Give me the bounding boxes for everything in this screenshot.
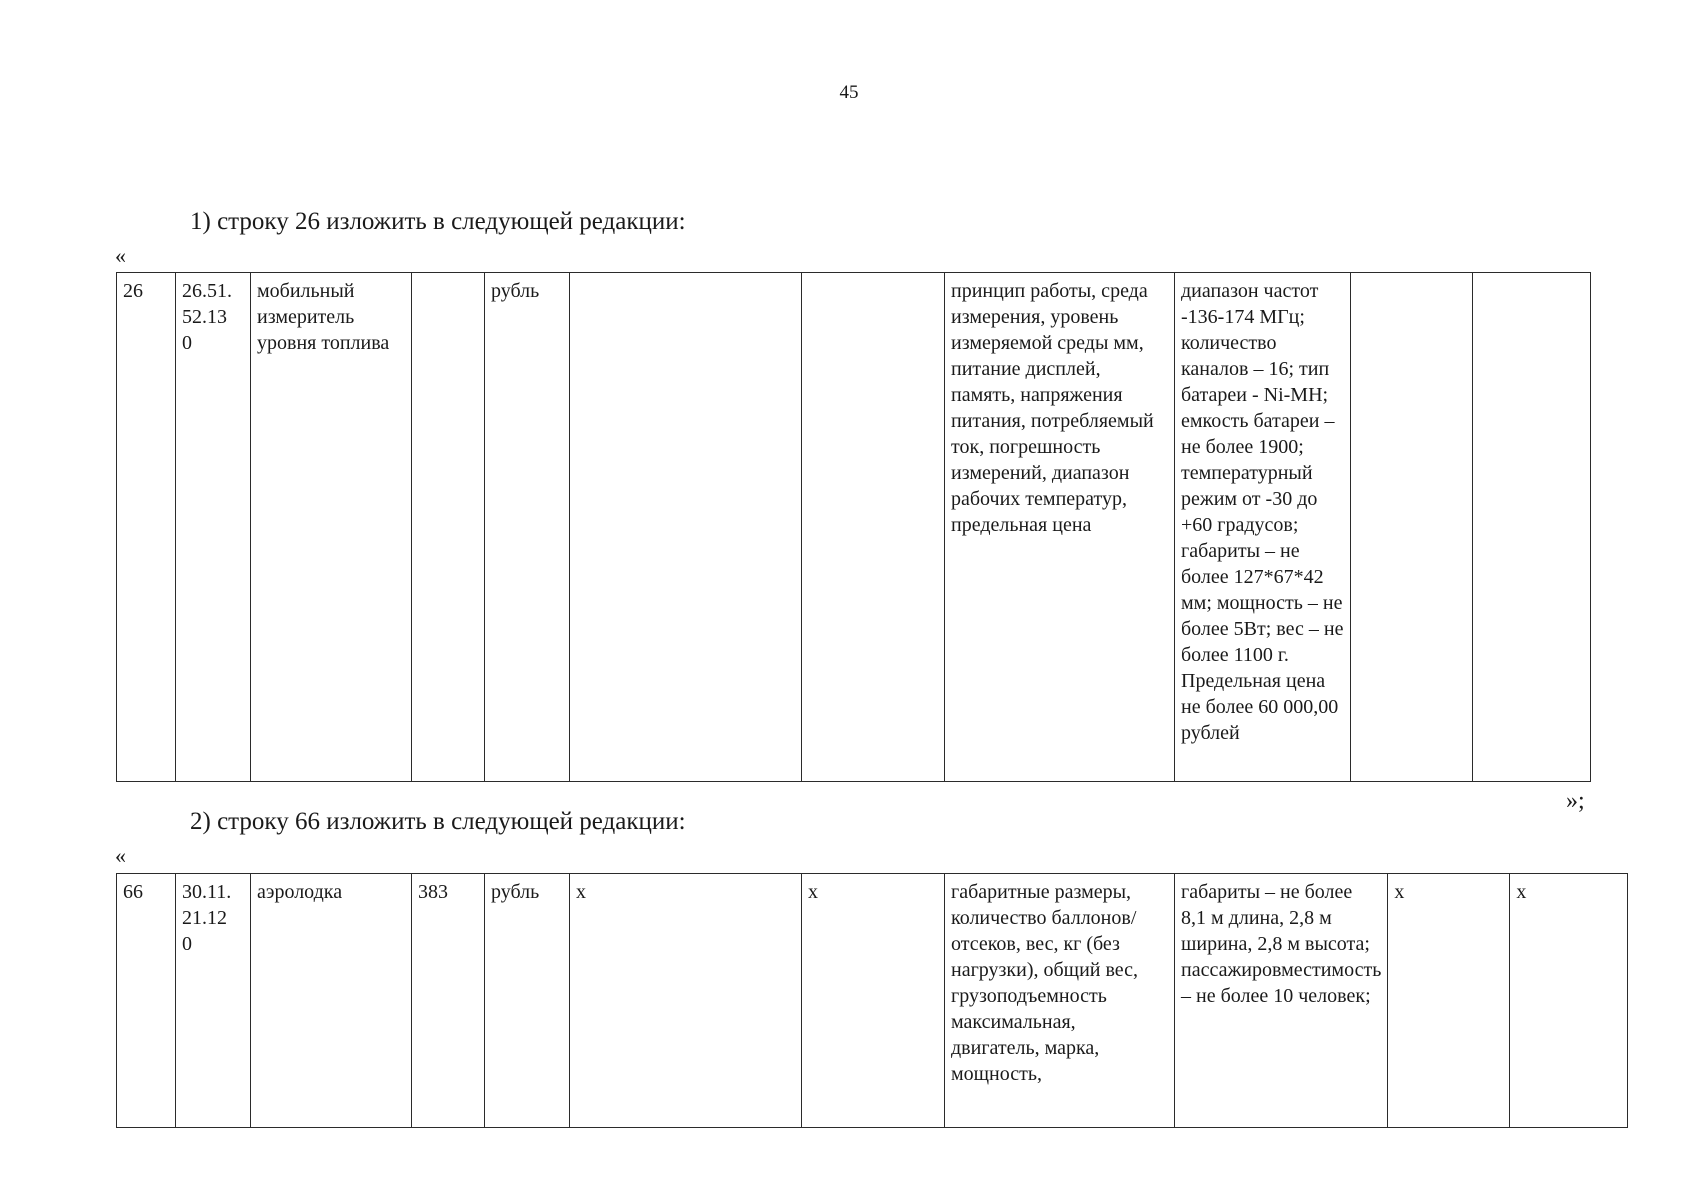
section1-heading: 1) строку 26 изложить в следующей редакции: [190, 208, 686, 235]
row-number: 66 [117, 874, 176, 1128]
okpd-code-line: 26.51. [182, 280, 232, 302]
unit-name: рубль [485, 874, 570, 1128]
okei-code: 383 [412, 874, 485, 1128]
values-cell: габариты – не более 8,1 м длина, 2,8 м ширина, 2,8 м высота; пассажировместимость – не более 10 человек; [1175, 874, 1388, 1128]
characteristics-cell: габаритные размеры, количество баллонов/отсеков, вес, кг (без нагрузки), общий вес, грузоподъемность максимальная, двигатель, марка, мощность, [945, 874, 1175, 1128]
section1-table [116, 272, 1591, 782]
column-10-cell [1351, 273, 1473, 782]
okpd-code-line: 30.11. [182, 881, 232, 903]
table-row [117, 874, 1628, 1128]
column-6-cell: x [570, 874, 802, 1128]
column-11-cell [1473, 273, 1591, 782]
section2-table [116, 873, 1628, 1128]
characteristics-cell: принцип работы, среда измерения, уровень измеряемой среды мм, питание дисплей, память, напряжения питания, потребляемый ток, погрешность измерений, диапазон рабочих температур, предельная цена [945, 273, 1175, 782]
section2-open-quote: « [115, 843, 126, 868]
column-6-cell [570, 273, 802, 782]
column-7-cell [802, 273, 945, 782]
unit-name: рубль [485, 273, 570, 782]
column-11-cell: x [1510, 874, 1628, 1128]
okpd-code-line: 21.12 [182, 907, 227, 929]
values-cell: диапазон частот -136-174 МГц; количество каналов – 16; тип батареи - Ni-MH; емкость батареи – не более 1900; температурный режим от -30 до +60 градусов; габариты – не более 127*67*42 мм; мощность – не более 5Вт; вес – не более 1100 г. Предельная цена не более 60 000,00 рублей [1175, 273, 1351, 782]
row-number: 26 [117, 273, 176, 782]
okpd-code-cell [176, 273, 251, 782]
column-7-cell: x [802, 874, 945, 1128]
section1-close-quote: »; [1566, 788, 1585, 814]
okpd-code-line: 0 [182, 332, 192, 354]
column-10-cell: x [1388, 874, 1510, 1128]
section2-heading: 2) строку 66 изложить в следующей редакции: [190, 808, 686, 835]
section1-open-quote: « [115, 243, 126, 268]
okpd-code-line: 52.13 [182, 306, 227, 328]
page-number: 45 [839, 82, 859, 103]
okei-code [412, 273, 485, 782]
product-name: мобильный измеритель уровня топлива [251, 273, 412, 782]
okpd-code-cell [176, 874, 251, 1128]
product-name: аэролодка [251, 874, 412, 1128]
okpd-code-line: 0 [182, 933, 192, 955]
table-row [117, 273, 1591, 782]
